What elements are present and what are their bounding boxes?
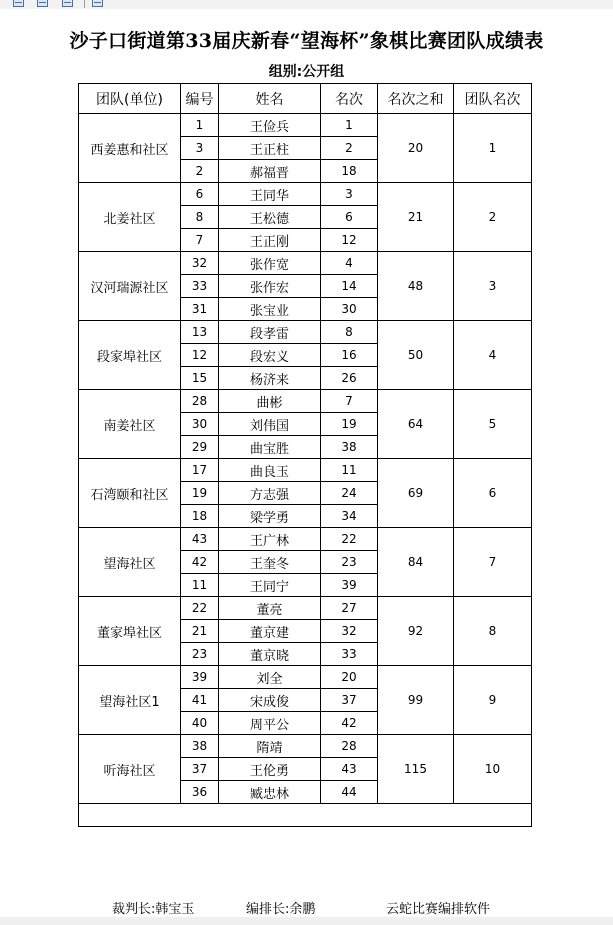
team-rank: 8 [454, 597, 532, 666]
column-header-team-rank: 团队名次 [454, 84, 532, 114]
player-number: 31 [181, 298, 219, 321]
team-sum: 115 [378, 735, 454, 804]
player-place: 23 [321, 551, 378, 574]
team-unit: 汉河瑞源社区 [79, 252, 181, 321]
results-table [78, 83, 532, 827]
page-title: 沙子口街道第33届庆新春“望海杯”象棋比赛团队成绩表 [69, 30, 544, 52]
player-number: 12 [181, 344, 219, 367]
table-row [79, 597, 532, 620]
player-name: 董京建 [219, 620, 321, 643]
toolbar [0, 0, 613, 9]
team-rank: 6 [454, 459, 532, 528]
table-row [79, 666, 532, 689]
team-unit: 南姜社区 [79, 390, 181, 459]
player-name: 王同宁 [219, 574, 321, 597]
blank-area [79, 804, 532, 827]
table-row [79, 390, 532, 413]
player-number: 43 [181, 528, 219, 551]
player-number: 7 [181, 229, 219, 252]
team-unit: 董家埠社区 [79, 597, 181, 666]
player-place: 34 [321, 505, 378, 528]
team-rank: 3 [454, 252, 532, 321]
player-place: 4 [321, 252, 378, 275]
player-name: 段孝雷 [219, 321, 321, 344]
player-number: 22 [181, 597, 219, 620]
player-place: 1 [321, 114, 378, 137]
player-name: 梁学勇 [219, 505, 321, 528]
player-place: 28 [321, 735, 378, 758]
player-place: 2 [321, 137, 378, 160]
player-number: 33 [181, 275, 219, 298]
team-sum: 50 [378, 321, 454, 390]
table-row [79, 459, 532, 482]
player-number: 42 [181, 551, 219, 574]
player-place: 26 [321, 367, 378, 390]
team-sum: 99 [378, 666, 454, 735]
team-unit: 望海社区1 [79, 666, 181, 735]
team-sum: 48 [378, 252, 454, 321]
player-number: 18 [181, 505, 219, 528]
player-number: 40 [181, 712, 219, 735]
player-number: 37 [181, 758, 219, 781]
team-sum: 20 [378, 114, 454, 183]
player-name: 臧忠林 [219, 781, 321, 804]
results-body [79, 114, 532, 827]
player-name: 董亮 [219, 597, 321, 620]
player-name: 张宝业 [219, 298, 321, 321]
table-row [79, 252, 532, 275]
player-name: 段宏义 [219, 344, 321, 367]
player-name: 王正刚 [219, 229, 321, 252]
player-place: 43 [321, 758, 378, 781]
player-name: 王奎冬 [219, 551, 321, 574]
player-place: 11 [321, 459, 378, 482]
footer-scheduler: 编排长:余鹏 [246, 902, 316, 917]
player-place: 6 [321, 206, 378, 229]
player-place: 20 [321, 666, 378, 689]
player-place: 30 [321, 298, 378, 321]
player-name: 王松德 [219, 206, 321, 229]
player-name: 王正柱 [219, 137, 321, 160]
player-place: 3 [321, 183, 378, 206]
player-number: 3 [181, 137, 219, 160]
player-place: 14 [321, 275, 378, 298]
player-name: 刘伟国 [219, 413, 321, 436]
player-number: 11 [181, 574, 219, 597]
player-name: 王广林 [219, 528, 321, 551]
player-name: 曲宝胜 [219, 436, 321, 459]
table-row [79, 528, 532, 551]
player-place: 38 [321, 436, 378, 459]
player-name: 杨济来 [219, 367, 321, 390]
team-unit: 段家埠社区 [79, 321, 181, 390]
player-number: 1 [181, 114, 219, 137]
player-name: 王俭兵 [219, 114, 321, 137]
player-place: 7 [321, 390, 378, 413]
team-rank: 9 [454, 666, 532, 735]
player-place: 32 [321, 620, 378, 643]
page-setup-icon[interactable] [37, 0, 48, 7]
player-name: 曲彬 [219, 390, 321, 413]
team-unit: 石湾颐和社区 [79, 459, 181, 528]
player-place: 18 [321, 160, 378, 183]
player-name: 周平公 [219, 712, 321, 735]
player-number: 29 [181, 436, 219, 459]
player-place: 37 [321, 689, 378, 712]
player-name: 王伦勇 [219, 758, 321, 781]
table-row [79, 735, 532, 758]
player-number: 6 [181, 183, 219, 206]
team-rank: 10 [454, 735, 532, 804]
player-name: 隋靖 [219, 735, 321, 758]
player-name: 郝福晋 [219, 160, 321, 183]
player-name: 王同华 [219, 183, 321, 206]
player-number: 13 [181, 321, 219, 344]
player-number: 17 [181, 459, 219, 482]
player-place: 42 [321, 712, 378, 735]
column-header-sum: 名次之和 [378, 84, 454, 114]
window-bottom-edge [0, 917, 613, 925]
footer-referee: 裁判长:韩宝玉 [112, 902, 195, 917]
team-rank: 7 [454, 528, 532, 597]
footer-software: 云蛇比赛编排软件 [386, 902, 491, 917]
player-place: 27 [321, 597, 378, 620]
player-place: 12 [321, 229, 378, 252]
player-name: 刘全 [219, 666, 321, 689]
player-name: 方志强 [219, 482, 321, 505]
column-header-number: 编号 [181, 84, 219, 114]
team-sum: 69 [378, 459, 454, 528]
column-header-name: 姓名 [219, 84, 321, 114]
team-rank: 4 [454, 321, 532, 390]
team-rank: 1 [454, 114, 532, 183]
player-number: 36 [181, 781, 219, 804]
player-place: 24 [321, 482, 378, 505]
player-place: 8 [321, 321, 378, 344]
player-name: 张作宽 [219, 252, 321, 275]
player-number: 28 [181, 390, 219, 413]
table-row [79, 114, 532, 137]
player-number: 15 [181, 367, 219, 390]
player-number: 21 [181, 620, 219, 643]
print-icon[interactable] [13, 0, 24, 7]
print-preview-icon[interactable] [62, 0, 73, 7]
player-number: 38 [181, 735, 219, 758]
team-sum: 92 [378, 597, 454, 666]
player-place: 19 [321, 413, 378, 436]
group-label: 组别:公开组 [268, 64, 345, 80]
player-number: 8 [181, 206, 219, 229]
player-name: 曲良玉 [219, 459, 321, 482]
player-number: 2 [181, 160, 219, 183]
table-row [79, 183, 532, 206]
player-number: 30 [181, 413, 219, 436]
player-place: 33 [321, 643, 378, 666]
team-unit: 望海社区 [79, 528, 181, 597]
table-row [79, 321, 532, 344]
player-name: 宋成俊 [219, 689, 321, 712]
team-sum: 84 [378, 528, 454, 597]
player-place: 22 [321, 528, 378, 551]
player-number: 39 [181, 666, 219, 689]
team-unit: 听海社区 [79, 735, 181, 804]
toolbar-separator [84, 0, 85, 8]
export-icon[interactable] [92, 0, 103, 7]
header-row [79, 84, 532, 114]
player-place: 16 [321, 344, 378, 367]
player-number: 19 [181, 482, 219, 505]
team-unit: 西姜惠和社区 [79, 114, 181, 183]
blank-row [79, 804, 532, 827]
team-rank: 5 [454, 390, 532, 459]
player-place: 44 [321, 781, 378, 804]
team-sum: 64 [378, 390, 454, 459]
player-name: 董京晓 [219, 643, 321, 666]
player-name: 张作宏 [219, 275, 321, 298]
team-rank: 2 [454, 183, 532, 252]
team-unit: 北姜社区 [79, 183, 181, 252]
column-header-place: 名次 [321, 84, 378, 114]
player-number: 23 [181, 643, 219, 666]
player-place: 39 [321, 574, 378, 597]
player-number: 41 [181, 689, 219, 712]
column-header-unit: 团队(单位) [79, 84, 181, 114]
team-sum: 21 [378, 183, 454, 252]
player-number: 32 [181, 252, 219, 275]
